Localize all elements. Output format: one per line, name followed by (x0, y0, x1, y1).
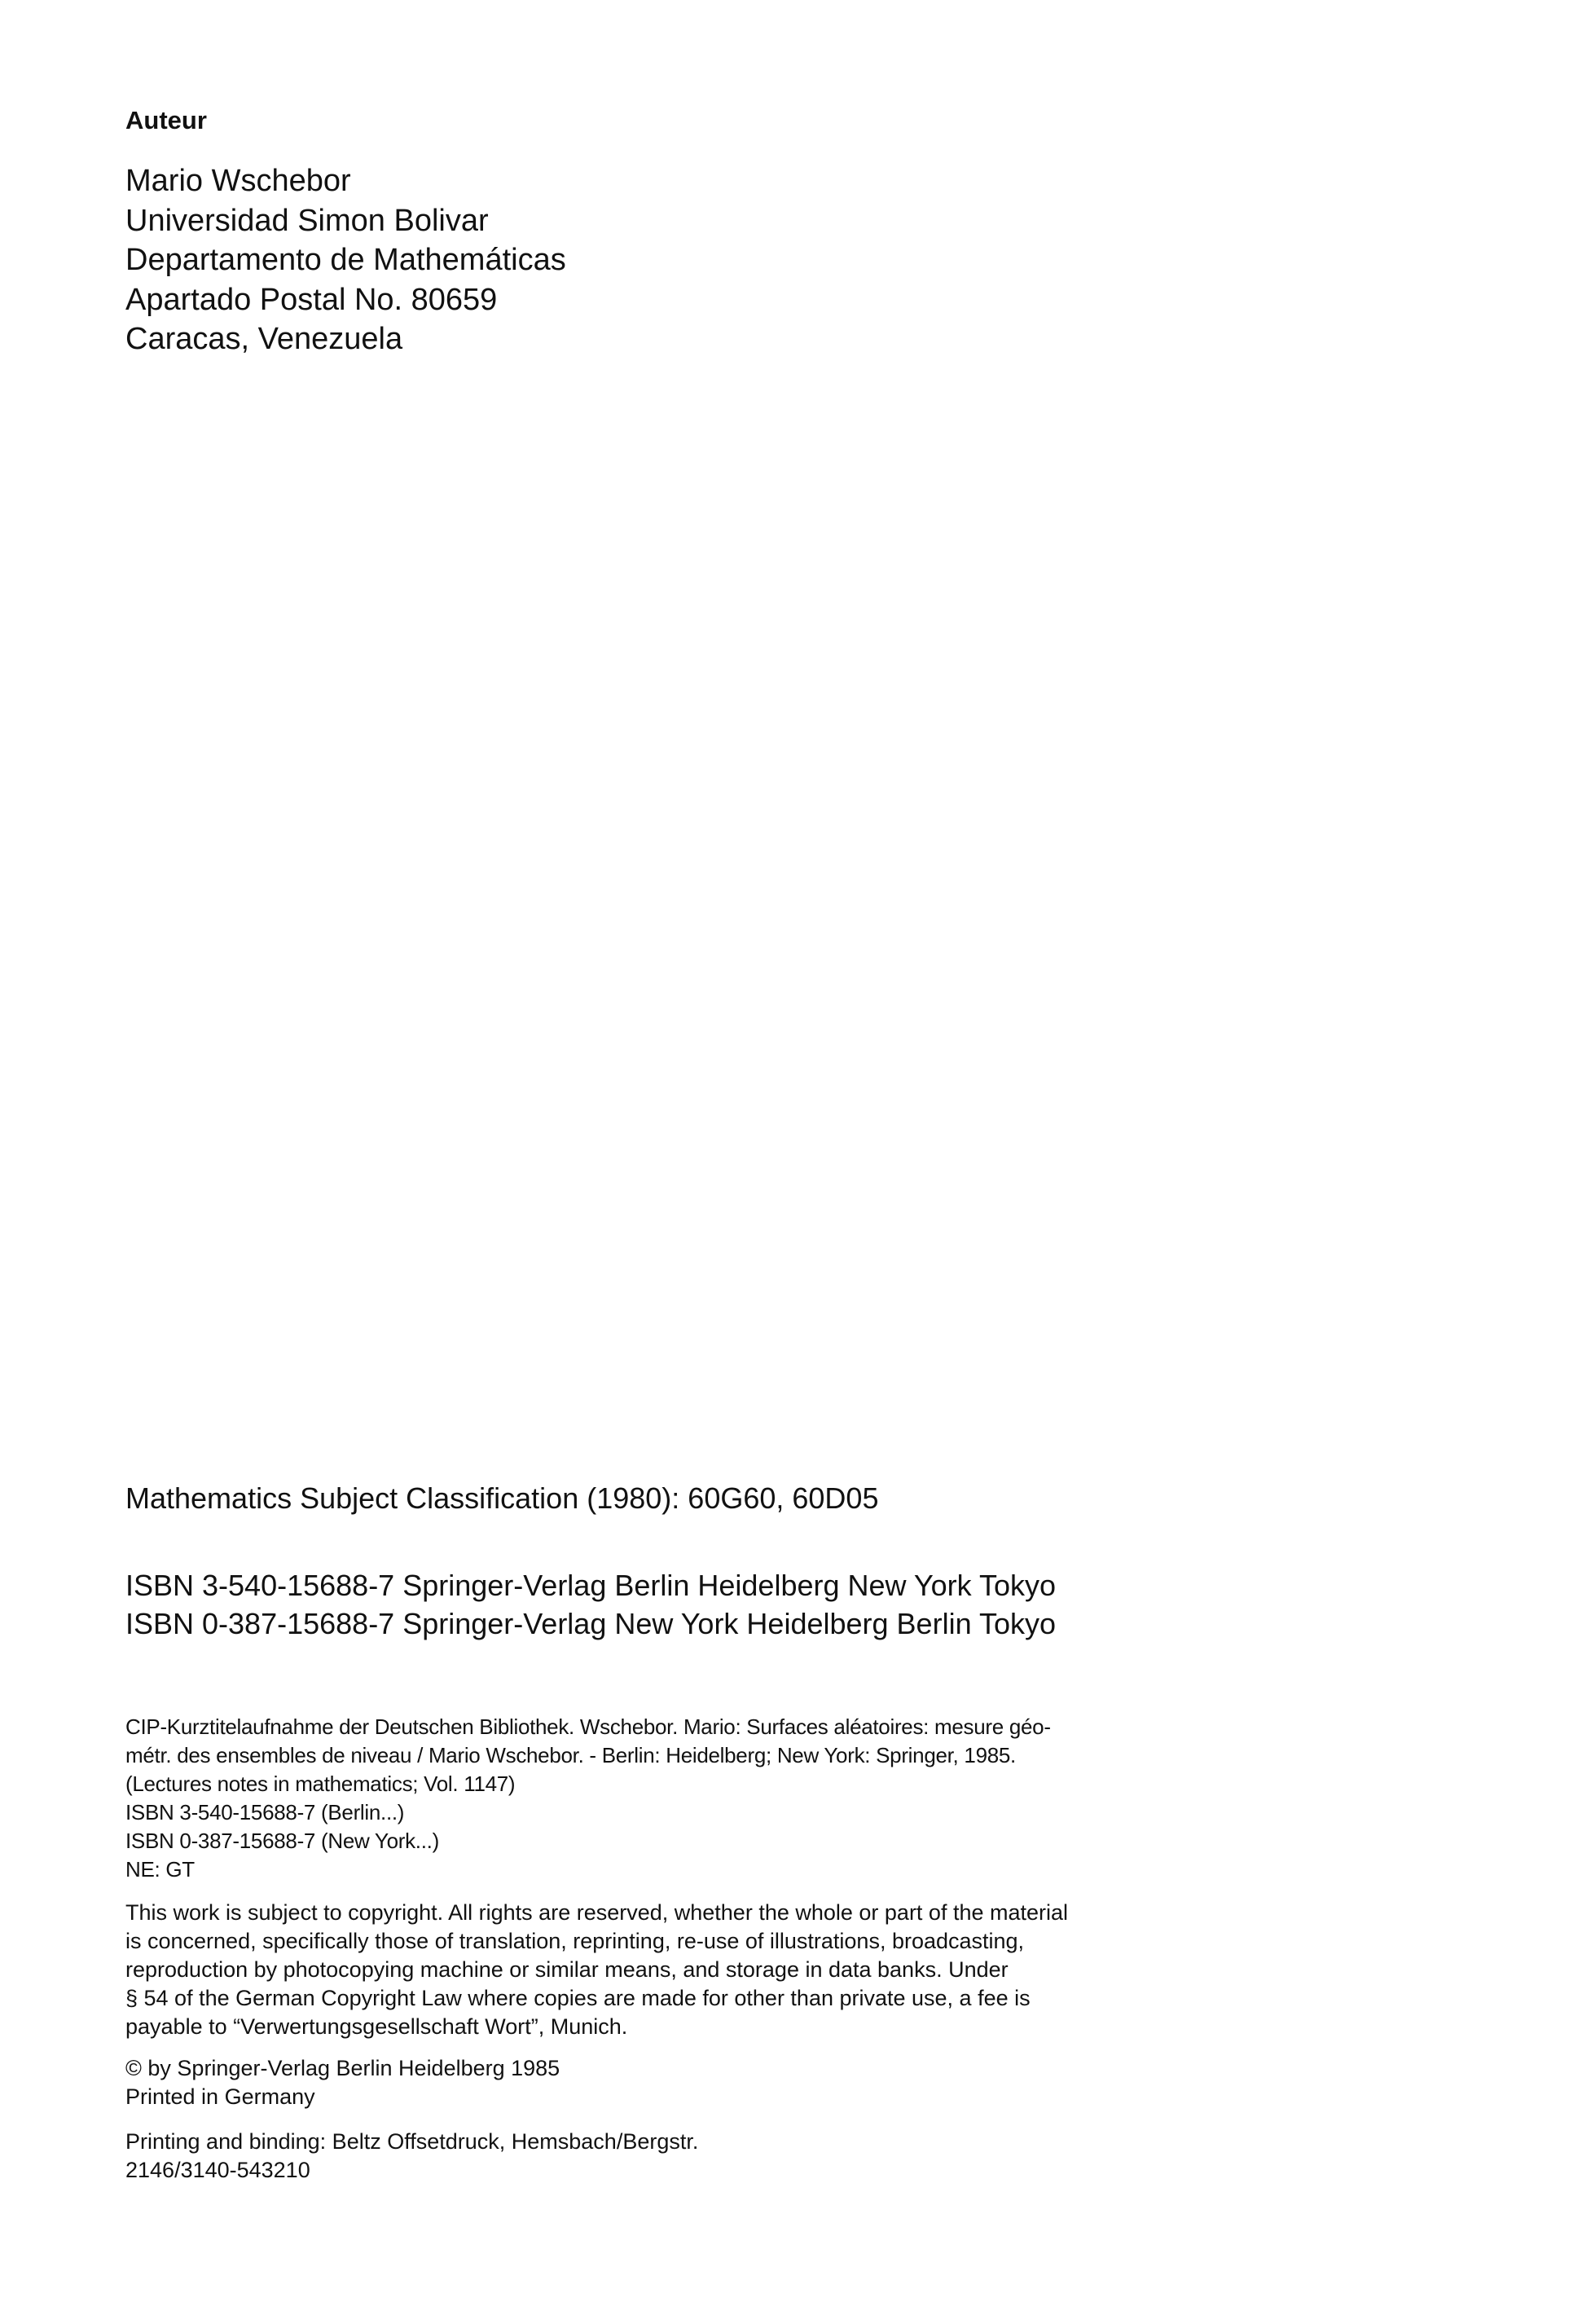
rights-line: payable to “Verwertungsgesellschaft Wort”, Munich. (125, 2014, 628, 2039)
author-heading: Auteur (125, 106, 207, 134)
subject-classification: Mathematics Subject Classification (1980): 60G60, 60D05 (125, 1481, 879, 1515)
isbn-block (125, 1566, 1056, 1643)
cip-record (125, 1713, 1051, 1884)
cip-line: (Lectures notes in mathematics; Vol. 1147) (125, 1772, 516, 1796)
isbn-line: ISBN 3-540-15688-7 Springer-Verlag Berlin Heidelberg New York Tokyo (125, 1569, 1056, 1602)
cip-line: CIP-Kurztitelaufnahme der Deutschen Bibliothek. Wschebor. Mario: Surfaces aléatoires: mesure géo- (125, 1714, 1051, 1739)
author-address (125, 161, 566, 359)
rights-line: is concerned, specifically those of translation, reprinting, re-use of illustrations, broadcasting, (125, 1929, 1025, 1953)
rights-line: This work is subject to copyright. All rights are reserved, whether the whole or part of the material (125, 1900, 1069, 1925)
author-city: Caracas, Venezuela (125, 322, 403, 356)
author-department: Departamento de Mathemáticas (125, 243, 566, 277)
cip-line: ISBN 3-540-15688-7 (Berlin...) (125, 1800, 405, 1824)
printing-info (125, 2128, 698, 2185)
print-code: 2146/3140-543210 (125, 2158, 310, 2182)
printed-in: Printed in Germany (125, 2084, 315, 2109)
author-postal: Apartado Postal No. 80659 (125, 282, 498, 317)
author-name: Mario Wschebor (125, 164, 351, 198)
rights-line: § 54 of the German Copyright Law where copies are made for other than private use, a fee is (125, 1986, 1031, 2010)
isbn-line: ISBN 0-387-15688-7 Springer-Verlag New York Heidelberg Berlin Tokyo (125, 1607, 1056, 1640)
cip-line: NE: GT (125, 1857, 195, 1882)
copyright-notice (125, 1899, 1068, 2041)
copyright-holder: © by Springer-Verlag Berlin Heidelberg 1985 (125, 2056, 560, 2080)
printer-line: Printing and binding: Beltz Offsetdruck, Hemsbach/Bergstr. (125, 2129, 699, 2154)
author-institution: Universidad Simon Bolivar (125, 203, 489, 238)
cip-line: métr. des ensembles de niveau / Mario Wschebor. - Berlin: Heidelberg; New York: Springer, 1985. (125, 1743, 1016, 1767)
rights-line: reproduction by photocopying machine or similar means, and storage in data banks. Under (125, 1957, 1009, 1982)
copyright-line-block (125, 2054, 560, 2111)
cip-line: ISBN 0-387-15688-7 (New York...) (125, 1829, 439, 1853)
